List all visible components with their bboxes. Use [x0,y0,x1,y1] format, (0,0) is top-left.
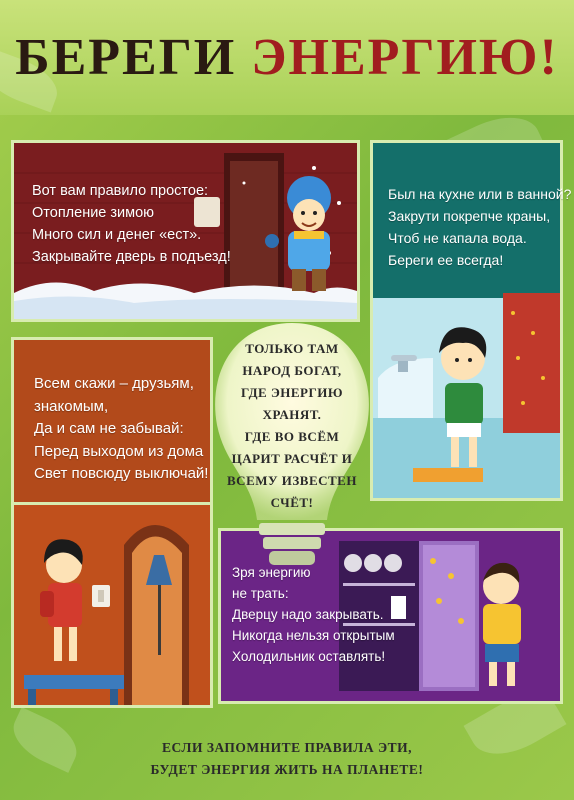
verse-line: Береги ее всегда! [388,252,504,268]
verse-line: Много сил и денег «ест». [32,227,202,243]
title-part3: ! [539,29,559,86]
center-verse [212,338,372,514]
water-verse [388,183,571,271]
verse-line: ХРАНЯТ. [262,407,322,422]
page-title [0,28,574,87]
footer-line: ЕСЛИ ЗАПОМНИТЕ ПРАВИЛА ЭТИ, [161,740,412,755]
verse-line: Чтоб не капала вода. [388,230,527,246]
verse-line: ВСЕМУ ИЗВЕСТЕН [227,473,357,488]
verse-line: СЧЁТ! [270,495,314,510]
light-verse [34,373,208,486]
verse-line: Всем скажи – друзьям, [34,375,194,392]
verse-line: Перед выходом из дома [34,442,204,460]
verse-line: не трать: [232,586,289,601]
verse-line: Отопление зимою [32,205,155,221]
fridge-verse [232,562,395,667]
hallway-illustration [14,505,210,705]
panel-switch [14,505,210,705]
verse-line: Вот вам правило простое: [32,183,209,199]
verse-line: Закрути покрепче краны, [388,208,551,224]
verse-line: Холодильник оставлять! [232,649,386,664]
verse-line: ТОЛЬКО ТАМ [245,341,339,356]
verse-line: Дверцу надо закрывать. [232,607,384,622]
verse-line: Зря энергию [232,565,311,580]
title-part1: БЕРЕГИ [15,29,237,86]
verse-line: Свет повсюду выключай! [34,465,209,482]
verse-line: Да и сам не забывай: [34,420,184,437]
verse-line: ЦАРИТ РАСЧЁТ И [231,451,353,466]
title-part2: ЭНЕРГИЮ [251,29,540,86]
verse-line: НАРОД БОГАТ, [242,363,342,378]
door-verse [32,180,231,268]
light-switch-icon [92,585,110,607]
verse-line: ГДЕ ЭНЕРГИЮ [240,385,344,400]
refrigerator-icon [419,541,479,691]
footer-line: БУДЕТ ЭНЕРГИЯ ЖИТЬ НА ПЛАНЕТЕ! [150,762,424,777]
verse-line: Закрывайте дверь в подъезд! [32,249,231,265]
footer-slogan [0,737,574,781]
verse-line: ГДЕ ВО ВСЁМ [244,429,340,444]
verse-line: Был на кухне или в ванной? [388,186,572,202]
verse-line: знакомым, [34,397,109,415]
verse-line: Никогда нельзя открытым [232,628,395,643]
